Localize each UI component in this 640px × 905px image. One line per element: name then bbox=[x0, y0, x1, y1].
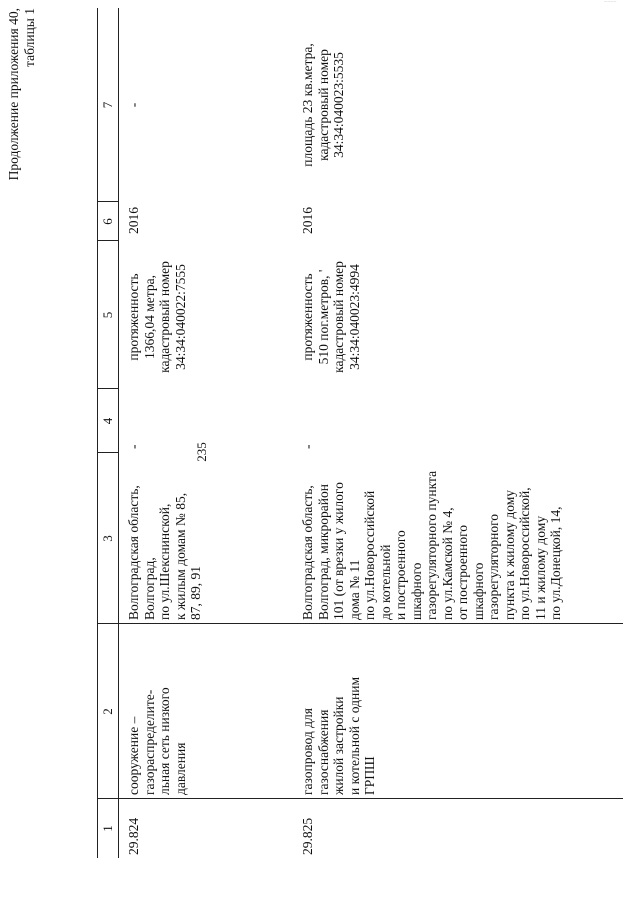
commission-year: 2016 bbox=[126, 207, 141, 234]
column-4-value: - bbox=[126, 444, 141, 449]
header-bottom-border bbox=[118, 8, 119, 858]
table-caption bbox=[6, 8, 38, 180]
object-name: газопровод для газоснабжения жилой застройки и котельной с одним ГРПШ bbox=[300, 677, 377, 795]
column-number-6: 6 bbox=[100, 218, 115, 225]
column-4-value: - bbox=[300, 444, 315, 449]
column-number-3: 3 bbox=[100, 535, 115, 542]
column-7-value: площадь 23 кв.метра, кадастровый номер 34:34:040023:5535 bbox=[300, 43, 346, 167]
caption-line-1: Продолжение приложения 40, bbox=[6, 8, 21, 181]
row-number: 29.825 bbox=[300, 817, 315, 855]
corner-scan-mark: ~~~~ bbox=[604, 0, 617, 5]
commission-year: 2016 bbox=[300, 207, 315, 234]
page-number: 235 bbox=[194, 442, 209, 462]
caption-line-2: таблицы 1 bbox=[22, 8, 37, 67]
object-address: Волгоградская область, Волгоград, микрорайон 101 (от врезки у жилого дома № 11 по ул.Новороссийской до котельной и построенного шкафного газорегуляторного пункта по ул.Камской № 4, от построенного шкафного газорегуляторного пункта к жилому дому по ул.Новороссийской, 11 и жилому дому по ул.Донецкой, 14, bbox=[300, 470, 563, 620]
object-characteristics: протяженность 510 пог.метров, ' кадастровый номер 34:34:040023:4994 bbox=[300, 261, 362, 373]
column-number-7: 7 bbox=[100, 101, 115, 109]
table-top-border bbox=[97, 8, 98, 858]
column-number-1: 1 bbox=[100, 825, 115, 832]
object-characteristics: протяженность 1366,04 метра, кадастровый номер 34:34:040022:7555 bbox=[126, 261, 188, 373]
object-name: сооружение – газораспределите- льная сеть низкого давления bbox=[126, 687, 188, 795]
column-number-4: 4 bbox=[100, 417, 115, 425]
column-number-5: 5 bbox=[100, 311, 115, 319]
row-number: 29.824 bbox=[126, 817, 141, 855]
column-7-value: - bbox=[126, 102, 141, 108]
object-address: Волгоградская область, Волгоград, по ул.Шекснинской, к жилым домам № 85, 87, 89, 91 bbox=[126, 485, 203, 620]
appendix-table bbox=[97, 8, 623, 858]
column-number-2: 2 bbox=[100, 708, 115, 715]
